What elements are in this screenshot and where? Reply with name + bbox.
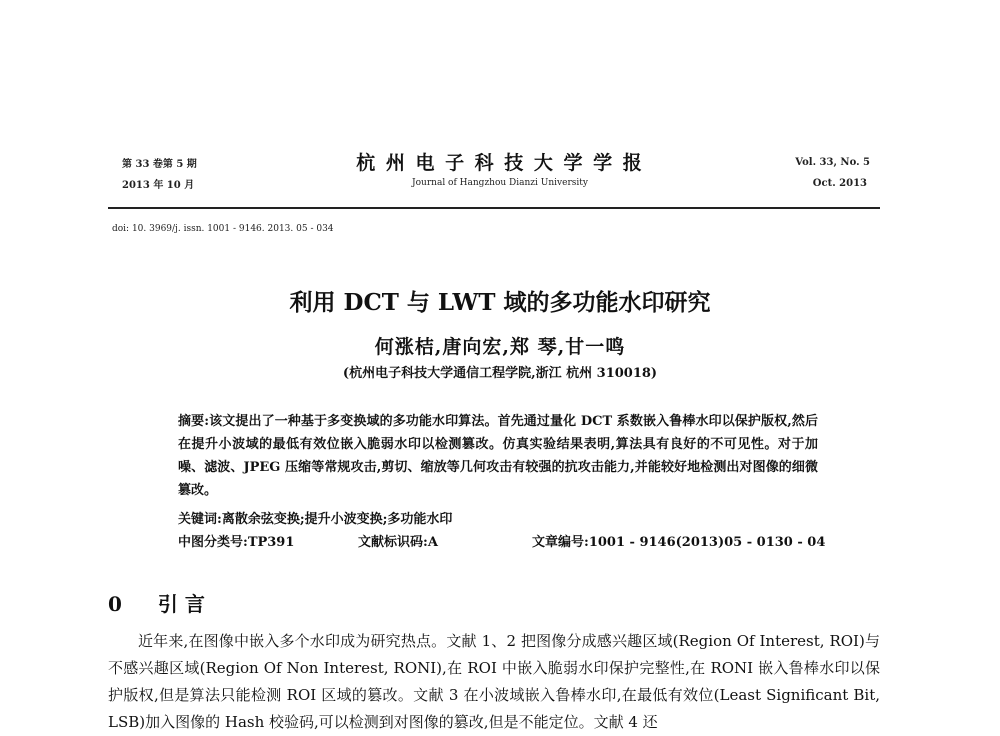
section-number: 0: [108, 592, 122, 616]
affiliation: (杭州电子科技大学通信工程学院,浙江 杭州 310018): [342, 366, 658, 381]
clc-label: 中图分类号:: [178, 535, 248, 550]
journal-title-cn: 杭 州 电 子 科 技 大 学 学 报: [356, 152, 644, 174]
abstract-label: 摘要:: [178, 414, 210, 429]
abstract-text: 该文提出了一种基于多变换域的多功能水印算法。首先通过量化 DCT 系数嵌入鲁棒水印以保护版权,然后在提升小波域的最低有效位嵌入脆弱水印以检测篡改。仿真实验结果表明,算法具有良好的不可见性。对于加噪、滤波、JPEG 压缩等常规攻击,剪切、缩放等几何攻击有较强的抗攻击能力,并能较好地检测出对图像的细微篡改。: [178, 414, 818, 498]
body-paragraph: 近年来,在图像中嵌入多个水印成为研究热点。文献 1、2 把图像分成感兴趣区域(Region Of Interest, ROI)与不感兴趣区域(Region Of Non Interest, RONI),在 ROI 中嵌入脆弱水印保护完整性,在 RONI 嵌入鲁棒水印以保护版权,但是算法只能检测 ROI 区域的篡改。文献 3 在小波域嵌入鲁棒水印,在最低有效位(Least Significant Bit, LSB)加入图像的 Hash 校验码,可以检测到对图像的篡改,但是不能定位。文献 4 还: [108, 632, 880, 731]
abstract: [178, 410, 818, 502]
article-no-label: 文章编号:: [532, 535, 589, 550]
doc-code-label: 文献标识码:: [358, 535, 428, 550]
volume-info: Vol. 33, No. 5: [795, 157, 870, 168]
header-rule: [108, 207, 880, 209]
keywords: [178, 508, 452, 527]
issue-date: 2013 年 10 月: [122, 180, 195, 191]
journal-title-en: Journal of Hangzhou Dianzi University: [412, 178, 588, 188]
clc-value: TP391: [247, 535, 295, 550]
issue-info: 第 33 卷第 5 期: [122, 159, 197, 170]
doc-code-value: A: [427, 535, 438, 550]
section-heading: [108, 588, 205, 617]
volume-date: Oct. 2013: [812, 178, 867, 189]
keywords-text: 离散余弦变换;提升小波变换;多功能水印: [221, 512, 453, 527]
article-number: [532, 531, 825, 550]
body-text: [108, 628, 880, 736]
clc-number: [178, 531, 294, 550]
article-no-value: 1001 - 9146(2013)05 - 0130 - 04: [588, 535, 826, 550]
document-code: [358, 531, 438, 550]
paper-title: 利用 DCT 与 LWT 域的多功能水印研究: [289, 289, 711, 316]
doi: doi: 10. 3969/j. issn. 1001 - 9146. 2013. 05 - 034: [112, 224, 334, 234]
section-title: 引 言: [157, 592, 205, 616]
keywords-label: 关键词:: [178, 512, 222, 527]
authors: 何涨桔,唐向宏,郑 琴,甘一鸣: [374, 336, 626, 358]
